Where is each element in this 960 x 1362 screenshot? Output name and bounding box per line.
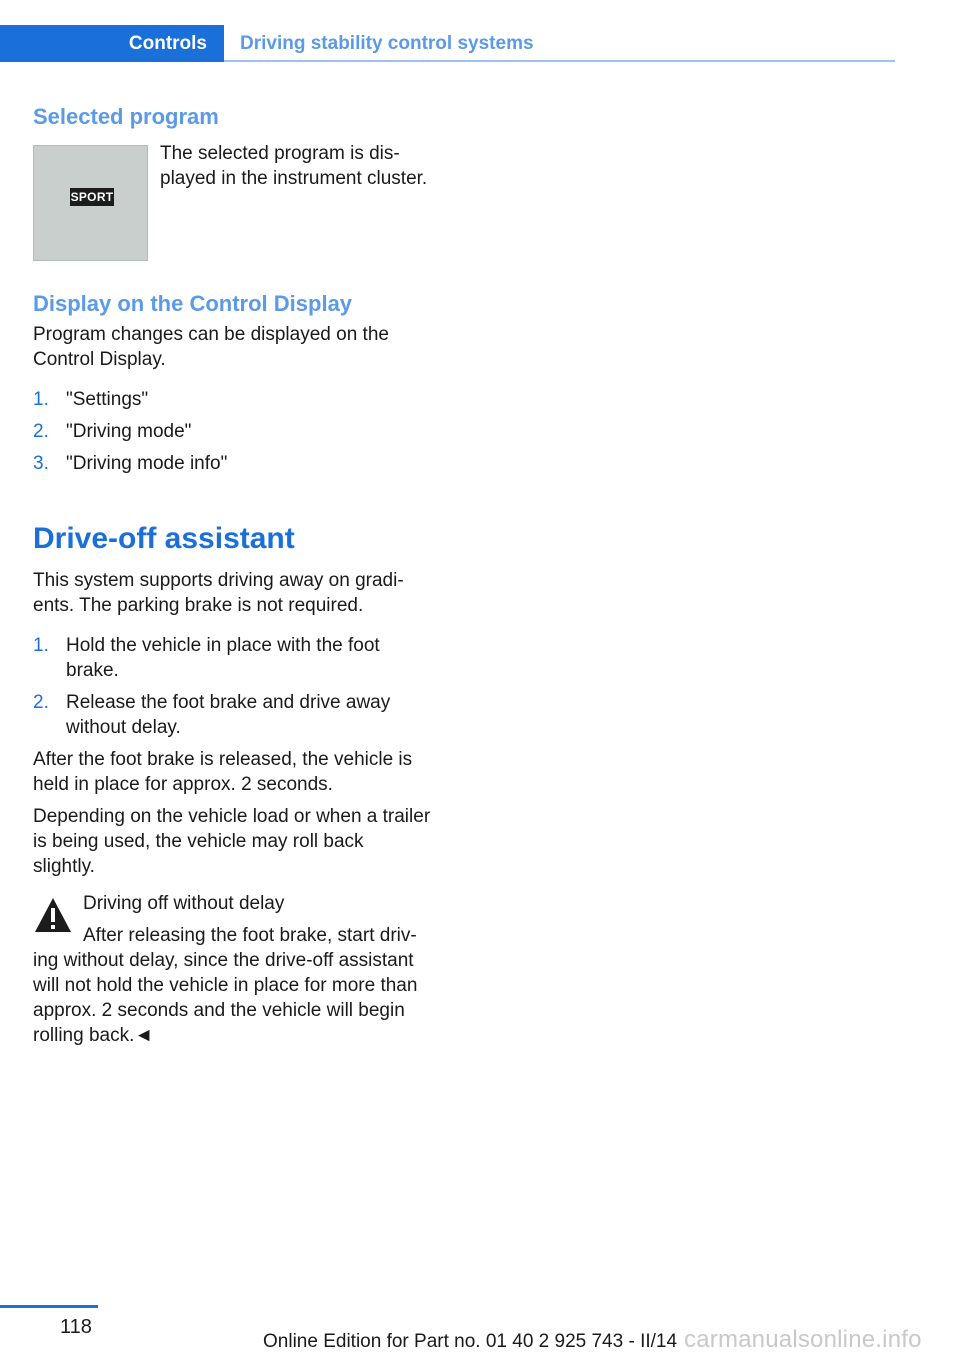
- paragraph-load-2: is being used, the vehicle may roll back: [33, 831, 364, 852]
- warning-text-1: After releasing the foot brake, start driv‐: [83, 925, 417, 946]
- paragraph-load-1: Depending on the vehicle load or when a trailer: [33, 806, 431, 827]
- step-release-brake-1: Release the foot brake and drive away: [66, 692, 391, 713]
- selected-program-text-1: The selected program is dis‐: [160, 143, 400, 164]
- warning-icon: [33, 895, 73, 935]
- step-number: 3.: [33, 453, 49, 474]
- paragraph-load-3: slightly.: [33, 856, 95, 877]
- control-display-heading: Display on the Control Display: [33, 291, 353, 316]
- control-display-intro-2: Control Display.: [33, 349, 166, 370]
- section-title[interactable]: Driving stability control systems: [240, 32, 534, 54]
- step-number: 1.: [33, 635, 49, 656]
- step-driving-mode-info: "Driving mode info": [66, 453, 228, 474]
- watermark: carmanualsonline.info: [684, 1326, 922, 1353]
- drive-off-intro-1: This system supports driving away on gradi‐: [33, 570, 404, 591]
- chapter-tab[interactable]: Controls: [0, 25, 224, 62]
- step-settings: "Settings": [66, 389, 149, 410]
- instrument-cluster-image: [33, 145, 148, 261]
- step-hold-vehicle-2: brake.: [66, 660, 119, 681]
- step-driving-mode: "Driving mode": [66, 421, 192, 442]
- warning-title: Driving off without delay: [83, 893, 285, 914]
- page-number: 118: [60, 1316, 92, 1338]
- paragraph-released-1: After the foot brake is released, the vehicle is: [33, 749, 413, 770]
- page-header: [0, 25, 895, 62]
- warning-text-2: ing without delay, since the drive-off assistant: [33, 950, 414, 971]
- step-number: 2.: [33, 421, 49, 442]
- selected-program-heading: Selected program: [33, 104, 219, 129]
- warning-text-4: approx. 2 seconds and the vehicle will begin: [33, 1000, 405, 1021]
- step-number: 1.: [33, 389, 49, 410]
- sport-badge: SPORT: [70, 190, 114, 204]
- step-hold-vehicle-1: Hold the vehicle in place with the foot: [66, 635, 380, 656]
- drive-off-intro-2: ents. The parking brake is not required.: [33, 595, 364, 616]
- paragraph-released-2: held in place for approx. 2 seconds.: [33, 774, 333, 795]
- warning-text-3: will not hold the vehicle in place for more than: [33, 975, 418, 996]
- selected-program-text-2: played in the instrument cluster.: [160, 168, 428, 189]
- header-rule: [224, 60, 895, 62]
- control-display-intro-1: Program changes can be displayed on the: [33, 324, 389, 345]
- drive-off-heading: Drive-off assistant: [33, 522, 295, 555]
- warning-text-5: rolling back.◄: [33, 1025, 154, 1046]
- step-number: 2.: [33, 692, 49, 713]
- edition-info: Online Edition for Part no. 01 40 2 925 743 - II/14: [263, 1331, 678, 1352]
- step-release-brake-2: without delay.: [66, 717, 181, 738]
- footer-rule: [0, 1305, 98, 1308]
